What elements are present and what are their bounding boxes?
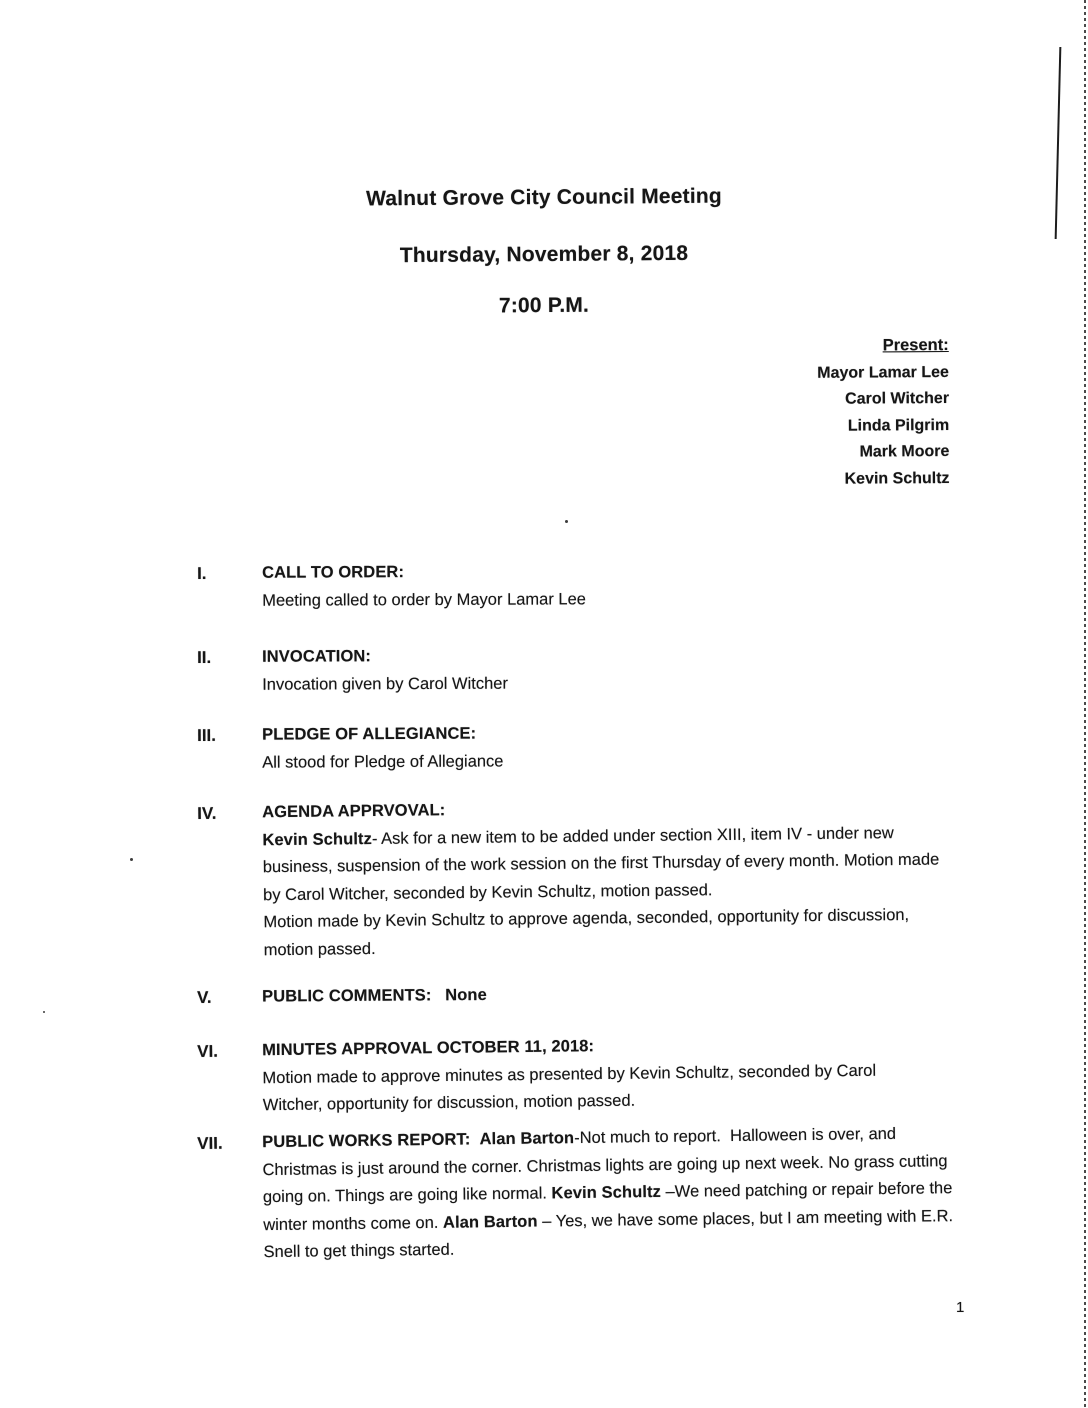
attendee-name: Carol Witcher: [845, 389, 950, 408]
section-paragraph: PLEDGE OF ALLEGIANCE:: [262, 724, 477, 744]
section-numeral: VI.: [197, 1041, 219, 1061]
section-paragraph: AGENDA APPRVOVAL:: [262, 801, 446, 822]
section-numeral: IV.: [197, 803, 217, 823]
section-numeral: V.: [197, 987, 212, 1007]
scan-speck: [565, 520, 568, 523]
section-agenda-approval: [0, 790, 1088, 959]
section-paragraph: INVOCATION:: [262, 647, 372, 666]
attendance-block: [817, 332, 950, 493]
page-number: 1: [956, 1299, 965, 1316]
section-content: [262, 641, 962, 699]
section-paragraph: Kevin Schultz- Ask for a new item to be added under section XIII, item IV - under new business, suspension of the work session on the first Thursday of every month. Motion made by Carol Witcher, seconded by Kevin Schultz, motion passed.: [262, 823, 944, 904]
present-label: Present:: [882, 335, 950, 355]
section-numeral: II.: [197, 647, 212, 667]
section-content: [262, 1029, 911, 1119]
section-content: [262, 1120, 966, 1267]
meeting-title: Walnut Grove City Council Meeting: [365, 184, 723, 211]
section-numeral: I.: [197, 563, 207, 583]
section-public-works-report: [0, 1118, 1088, 1262]
attendee-name: Mayor Lamar Lee: [817, 363, 950, 382]
section-paragraph: MINUTES APPROVAL OCTOBER 11, 2018:: [262, 1037, 595, 1060]
section-invocation: [0, 640, 1088, 694]
section-paragraph: CALL TO ORDER:: [262, 563, 405, 582]
attendee-name: Mark Moore: [859, 442, 950, 461]
meeting-time: 7:00 P.M.: [498, 293, 590, 318]
scan-speck: [43, 1011, 45, 1013]
section-minutes-approval: [0, 1027, 1088, 1115]
section-paragraph: PUBLIC COMMENTS: None: [262, 985, 487, 1006]
section-public-comments: [0, 978, 1088, 1007]
section-paragraph: Motion made to approve minutes as presented by Kevin Schultz, seconded by Carol Witcher, opportunity for discussion, motion passed.: [262, 1061, 881, 1115]
scan-edge-artifact: [1084, 0, 1086, 1408]
section-pledge-of-allegiance: [0, 717, 1088, 772]
attendee-list: [818, 359, 950, 492]
section-content: [262, 557, 962, 615]
section-numeral: III.: [197, 725, 217, 745]
section-paragraph: Meeting called to order by Mayor Lamar Lee: [262, 589, 586, 610]
meeting-date: Thursday, November 8, 2018: [399, 241, 689, 268]
section-content: [262, 718, 962, 777]
section-numeral: VII.: [197, 1133, 223, 1153]
section-call-to-order: [0, 556, 1088, 610]
attendee-name: Kevin Schultz: [844, 469, 950, 488]
scan-line-artifact: [1055, 47, 1062, 239]
section-content: [262, 792, 946, 965]
scan-speck: [130, 858, 133, 861]
attendee-name: Linda Pilgrim: [848, 416, 950, 435]
section-paragraph: Invocation given by Carol Witcher: [262, 674, 508, 694]
section-paragraph: Motion made by Kevin Schultz to approve agenda, seconded, opportunity for discussion, motion passed.: [263, 905, 914, 959]
section-paragraph: All stood for Pledge of Allegiance: [262, 751, 504, 772]
section-paragraph: PUBLIC WORKS REPORT: Alan Barton-Not much to report. Halloween is over, and Christmas is just around the corner. Christmas lights are going up next week. No grass cutting going on. Things are going like normal. Kevin Schultz –We need patching or repair before the winter months come on. Alan Barton – Yes, we have some places, but I am meeting with E.R. Snell to get things started.: [262, 1124, 958, 1262]
section-content: [262, 979, 962, 1011]
